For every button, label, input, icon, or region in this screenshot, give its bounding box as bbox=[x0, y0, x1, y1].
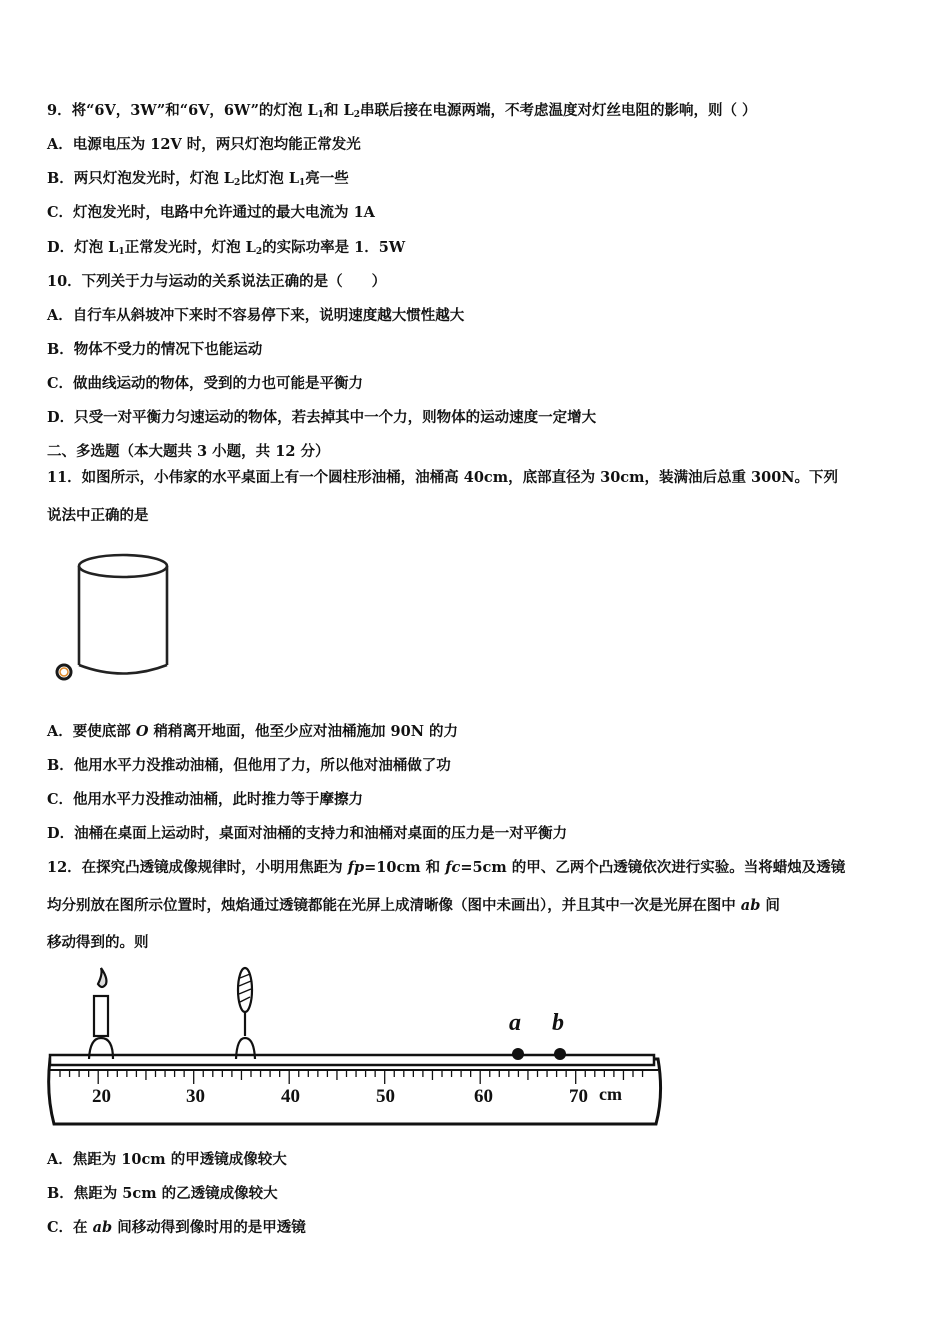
q11-stem-line2: 说法中正确的是 bbox=[47, 507, 149, 524]
q11-option-c: C．他用水平力没推动油桶，此时推力等于摩擦力 bbox=[47, 791, 364, 808]
q9-option-c: C．灯泡发光时，电路中允许通过的最大电流为 1A bbox=[47, 204, 375, 221]
candle bbox=[89, 968, 113, 1059]
barrel-bottom-curve bbox=[79, 665, 167, 674]
q10-stem: 10．下列关于力与运动的关系说法正确的是（ ） bbox=[47, 273, 387, 290]
point-b-label: b bbox=[552, 1010, 564, 1036]
point-o-highlight bbox=[60, 668, 68, 676]
q12-option-b: B．焦距为 5cm 的乙透镜成像较大 bbox=[47, 1185, 278, 1202]
q11-option-d: D．油桶在桌面上运动时，桌面对油桶的支持力和油桶对桌面的压力是一对平衡力 bbox=[47, 825, 568, 842]
q9-stem: 9．将“6V，3W”和“6V，6W”的灯泡 $L_1$和 $L_2$串联后接在电源两端，不考虑温度对灯丝电阻的影响，则（ ） bbox=[47, 102, 757, 120]
q10-option-a: A．自行车从斜坡冲下来时不容易停下来，说明速度越大惯性越大 bbox=[47, 307, 465, 324]
q9-option-a: A．电源电压为 12V 时，两只灯泡均能正常发光 bbox=[47, 136, 361, 153]
point-a-label: a bbox=[509, 1010, 521, 1036]
convex-lens bbox=[236, 968, 255, 1059]
q9-option-b: B．两只灯泡发光时，灯泡 $L_2$比灯泡 $L_1$亮一些 bbox=[47, 170, 349, 188]
q12-option-c: C．在 ab 间移动得到像时用的是甲透镜 bbox=[47, 1219, 306, 1236]
scale-unit: cm bbox=[599, 1084, 622, 1104]
point-a-marker bbox=[512, 1048, 524, 1060]
q10-option-c: C．做曲线运动的物体，受到的力也可能是平衡力 bbox=[47, 375, 364, 392]
q12-option-a: A．焦距为 10cm 的甲透镜成像较大 bbox=[47, 1151, 287, 1168]
tick-label-40: 40 bbox=[281, 1086, 300, 1107]
tick-label-50: 50 bbox=[376, 1086, 395, 1107]
q12-stem-line3: 移动得到的。则 bbox=[47, 934, 149, 951]
tick-label-60: 60 bbox=[474, 1086, 493, 1107]
candle-body bbox=[94, 996, 108, 1036]
q10-option-b: B．物体不受力的情况下也能运动 bbox=[47, 341, 263, 358]
optical-bench-figure bbox=[46, 966, 666, 1128]
tick-label-30: 30 bbox=[186, 1086, 205, 1107]
candle-flame bbox=[98, 968, 106, 987]
q12-stem-line1: 12．在探究凸透镜成像规律时，小明用焦距为 fp=10cm 和 fc=5cm 的甲、乙两个凸透镜依次进行实验。当将蜡烛及透镜 bbox=[47, 859, 846, 876]
oil-barrel-figure bbox=[52, 548, 177, 688]
section-title: 二、多选题（本大题共 3 小题，共 12 分） bbox=[47, 443, 330, 460]
q11-option-b: B．他用水平力没推动油桶，但他用了力，所以他对油桶做了功 bbox=[47, 757, 451, 774]
q9-option-d: D．灯泡 $L_1$正常发光时，灯泡 $L_2$的实际功率是 1．5W bbox=[47, 239, 406, 257]
q10-option-d: D．只受一对平衡力匀速运动的物体，若去掉其中一个力，则物体的运动速度一定增大 bbox=[47, 409, 597, 426]
tick-label-70: 70 bbox=[569, 1086, 588, 1107]
q11-stem-line1: 11．如图所示，小伟家的水平桌面上有一个圆柱形油桶，油桶高 40cm，底部直径为 30cm，装满油后总重 300N。下列 bbox=[47, 469, 839, 486]
point-b-marker bbox=[554, 1048, 566, 1060]
tick-label-20: 20 bbox=[92, 1086, 111, 1107]
q11-option-a: A．要使底部 O 稍稍离开地面，他至少应对油桶施加 90N 的力 bbox=[47, 723, 459, 740]
point-o-marker bbox=[57, 665, 71, 679]
point-o-label: O bbox=[64, 684, 65, 685]
barrel-top-ellipse bbox=[79, 555, 167, 577]
q12-stem-line2: 均分别放在图所示位置时，烛焰通过透镜都能在光屏上成清晰像（图中未画出），并且其中一次是光屏在图中 ab 间 bbox=[47, 897, 780, 914]
